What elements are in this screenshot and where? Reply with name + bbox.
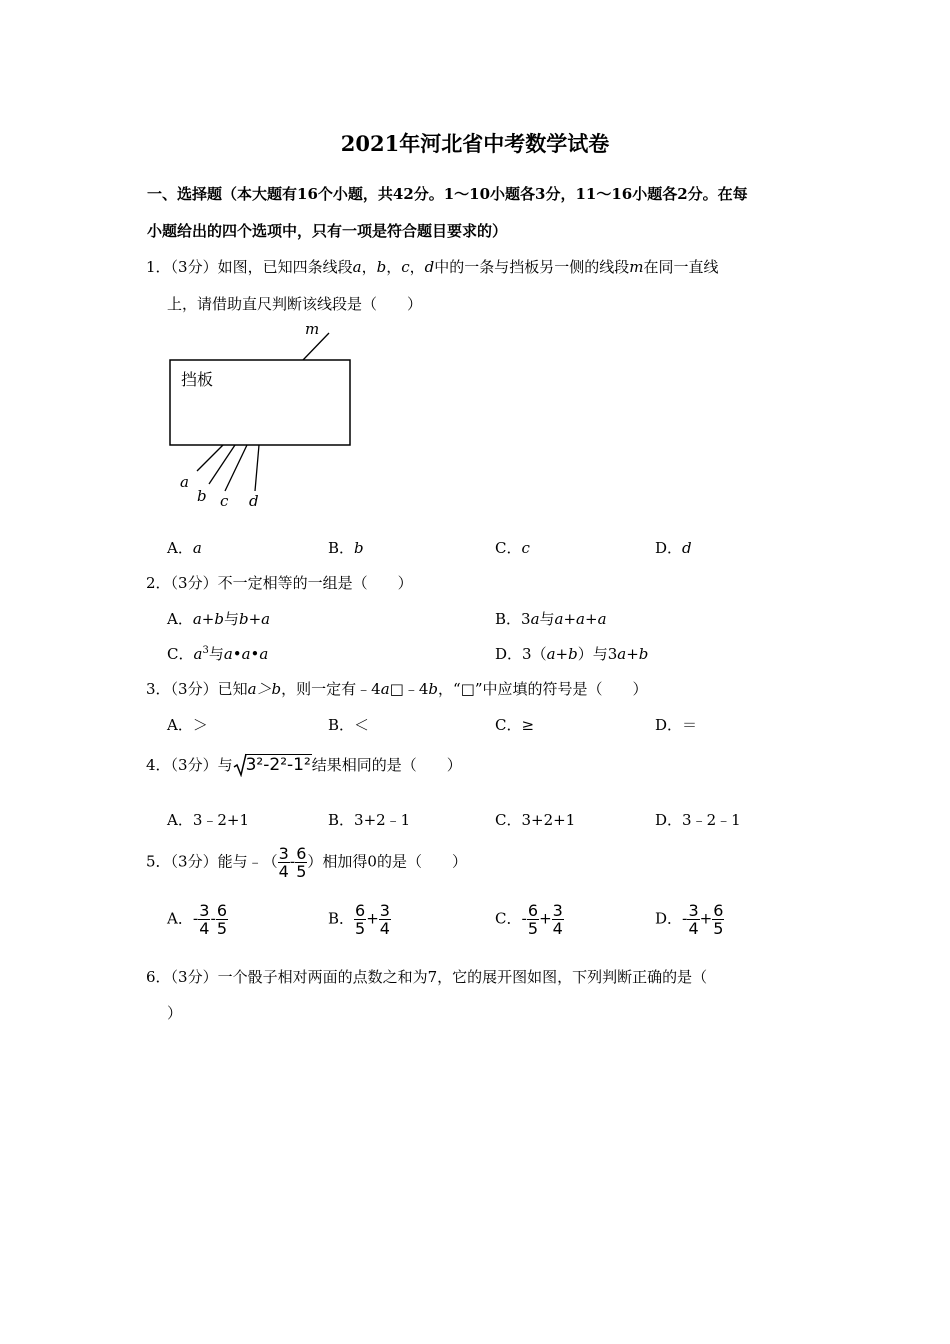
option-label: D． <box>655 909 683 928</box>
var: b <box>428 680 438 698</box>
question-1-line2: 上，请借助直尺判断该线段是（ ） <box>167 295 423 313</box>
board-figure <box>165 318 365 518</box>
option-value: d <box>682 539 692 557</box>
option-value: 3+2﹣1 <box>354 811 411 829</box>
fraction <box>354 902 366 937</box>
denominator: 5 <box>527 919 539 938</box>
radicand: 3²-2²-1² <box>245 755 311 775</box>
option-label: C． <box>495 811 522 829</box>
q1-option-a[interactable] <box>167 537 202 558</box>
question-text: 如图，已知四条线段 <box>217 258 353 276</box>
question-score: （3分） <box>170 968 218 986</box>
q5-option-c[interactable] <box>495 902 564 937</box>
question-text: 中的一条与挡板另一侧的线段 <box>434 258 630 276</box>
sqrt-expression <box>233 755 312 775</box>
numerator: 6 <box>713 901 724 920</box>
sign: - <box>192 909 199 928</box>
fraction <box>379 902 391 937</box>
question-text: 不一定相等的一组是（ ） <box>217 574 413 592</box>
option-label: A． <box>167 811 193 829</box>
option-value: a <box>192 539 202 557</box>
q4-option-a[interactable] <box>167 809 249 830</box>
q3-option-a[interactable] <box>167 714 208 735</box>
option-label: C． <box>495 716 522 734</box>
option-label: D． <box>655 811 683 829</box>
question-text: ，则一定有﹣4 <box>281 680 381 698</box>
question-text: 在同一直线 <box>643 258 719 276</box>
expr: a+b <box>546 645 578 663</box>
exponent: 3 <box>202 645 209 656</box>
question-3 <box>146 678 648 699</box>
numerator: 3 <box>552 901 563 920</box>
sign: - <box>521 909 527 928</box>
denominator: 5 <box>296 862 307 881</box>
option-label: C． <box>167 645 194 663</box>
numerator: 6 <box>527 901 539 920</box>
operator: + <box>539 909 552 928</box>
option-label: A． <box>167 539 193 557</box>
option-label: D． <box>495 645 523 663</box>
numerator: 3 <box>379 901 390 920</box>
q5-option-d[interactable] <box>655 902 724 937</box>
option-label: B． <box>495 610 522 628</box>
question-text: ）相加得0的是（ ） <box>307 852 467 871</box>
question-number: 3． <box>146 680 171 698</box>
operator: - <box>210 909 216 928</box>
var-m: m <box>629 258 644 276</box>
question-text: □﹣4 <box>389 680 429 698</box>
option-value: b <box>354 539 364 557</box>
denominator: 5 <box>355 919 366 938</box>
connector: 与 <box>223 610 239 628</box>
fraction <box>552 902 564 937</box>
operator: - <box>289 852 296 871</box>
q2-option-c[interactable] <box>167 643 268 664</box>
page-title: 2021年河北省中考数学试卷 <box>340 131 610 156</box>
question-1-line1 <box>146 256 719 277</box>
option-value: ≥ <box>521 716 535 734</box>
q2-option-b[interactable] <box>495 608 607 629</box>
q3-option-c[interactable] <box>495 714 534 735</box>
q3-option-b[interactable] <box>328 714 369 735</box>
var-c: c <box>401 258 410 276</box>
fraction <box>295 845 307 880</box>
question-2 <box>146 572 413 593</box>
question-number: 5． <box>146 852 171 871</box>
numerator: 3 <box>199 901 210 920</box>
question-score: （3分） <box>170 852 218 871</box>
question-text: 能与﹣（ <box>217 852 278 871</box>
numerator: 3 <box>278 844 289 863</box>
denominator: 4 <box>278 862 289 881</box>
q2-option-d[interactable] <box>495 643 648 664</box>
denominator: 5 <box>713 919 724 938</box>
option-value: 3﹣2﹣1 <box>682 811 741 829</box>
fraction <box>712 902 724 937</box>
fraction <box>687 902 699 937</box>
expr: a+a+a <box>554 610 607 628</box>
question-score: （3分） <box>170 756 218 774</box>
paren: 3（ <box>522 645 547 663</box>
segment-d <box>255 445 259 491</box>
option-label: C． <box>495 539 522 557</box>
option-label: B． <box>328 909 355 928</box>
question-text: 结果相同的是（ ） <box>311 756 462 774</box>
denominator: 4 <box>552 919 563 938</box>
segment-a <box>197 445 223 471</box>
option-value: ＜ <box>354 716 370 734</box>
sign: - <box>682 909 688 928</box>
question-5 <box>146 845 467 880</box>
label-m: m <box>305 320 320 338</box>
q1-option-c[interactable] <box>495 537 530 558</box>
q4-option-b[interactable] <box>328 809 410 830</box>
expr: a•a•a <box>223 645 269 663</box>
option-label: D． <box>655 716 683 734</box>
option-value: c <box>521 539 530 557</box>
q3-option-d[interactable] <box>655 714 697 735</box>
option-value: 3+2+1 <box>521 811 576 829</box>
question-number: 1． <box>146 258 171 276</box>
coef: 3 <box>521 610 531 628</box>
option-label: A． <box>167 610 193 628</box>
operator: + <box>699 909 713 928</box>
label-c: c <box>220 492 229 510</box>
section-heading-line1: 一、选择题（本大题有16个小题，共42分。1～10小题各3分，11～16小题各2分。在每 <box>147 185 748 203</box>
connector: ）与3 <box>577 645 618 663</box>
option-label: A． <box>167 909 193 928</box>
label-a: a <box>180 473 189 491</box>
question-number: 6． <box>146 968 171 986</box>
q5-option-b[interactable] <box>328 902 391 937</box>
option-label: D． <box>655 539 683 557</box>
numerator: 6 <box>216 901 228 920</box>
operator: + <box>366 909 379 928</box>
denominator: 4 <box>688 919 699 938</box>
question-number: 2． <box>146 574 171 592</box>
fraction <box>198 902 210 937</box>
option-label: A． <box>167 716 193 734</box>
option-value: 3﹣2+1 <box>192 811 250 829</box>
separator: ， <box>409 258 425 276</box>
expr: a+b <box>617 645 649 663</box>
denominator: 5 <box>216 919 228 938</box>
var-a: a <box>352 258 362 276</box>
connector: 与 <box>208 645 224 663</box>
expr: b+a <box>238 610 271 628</box>
board-label: 挡板 <box>181 370 214 389</box>
separator: ， <box>361 258 377 276</box>
q4-option-d[interactable] <box>655 809 741 830</box>
question-score: （3分） <box>170 258 218 276</box>
question-text: 已知 <box>217 680 248 698</box>
numerator: 6 <box>355 901 366 920</box>
fraction <box>527 902 539 937</box>
radical-sign-icon <box>233 753 247 777</box>
option-label: B． <box>328 716 355 734</box>
var: a <box>380 680 390 698</box>
question-text: 一个骰子相对两面的点数之和为7，它的展开图如图，下列判断正确的是（ <box>217 968 708 986</box>
question-score: （3分） <box>170 680 218 698</box>
expr: a+b <box>192 610 224 628</box>
numerator: 3 <box>688 901 699 920</box>
fraction <box>278 845 290 880</box>
connector: 与 <box>539 610 555 628</box>
q1-option-b[interactable] <box>328 537 364 558</box>
option-value: ＝ <box>682 716 698 734</box>
var-b: b <box>376 258 387 276</box>
denominator: 4 <box>199 919 210 938</box>
label-b: b <box>197 487 207 505</box>
option-value: ＞ <box>192 716 208 734</box>
question-text: ，“□”中应填的符号是（ ） <box>437 680 648 698</box>
label-d: d <box>249 492 259 510</box>
var-d: d <box>424 258 435 276</box>
separator: ， <box>386 258 402 276</box>
question-number: 4． <box>146 756 171 774</box>
expr: a <box>193 645 203 663</box>
expr: a＞b <box>247 680 282 698</box>
q2-option-a[interactable] <box>167 608 270 629</box>
denominator: 4 <box>379 919 390 938</box>
q5-option-a[interactable] <box>167 902 228 937</box>
fraction <box>216 902 228 937</box>
option-label: C． <box>495 909 522 928</box>
question-6 <box>146 966 707 987</box>
numerator: 6 <box>296 844 307 863</box>
q1-option-d[interactable] <box>655 537 692 558</box>
question-text: 与 <box>217 756 233 774</box>
question-score: （3分） <box>170 574 218 592</box>
option-label: B． <box>328 811 355 829</box>
expr: a <box>530 610 540 628</box>
segment-c <box>225 445 247 491</box>
question-6-line2: ） <box>167 1004 183 1022</box>
option-label: B． <box>328 539 355 557</box>
section-heading-line2: 小题给出的四个选项中，只有一项是符合题目要求的） <box>147 222 508 240</box>
question-4 <box>146 754 462 775</box>
q4-option-c[interactable] <box>495 809 575 830</box>
